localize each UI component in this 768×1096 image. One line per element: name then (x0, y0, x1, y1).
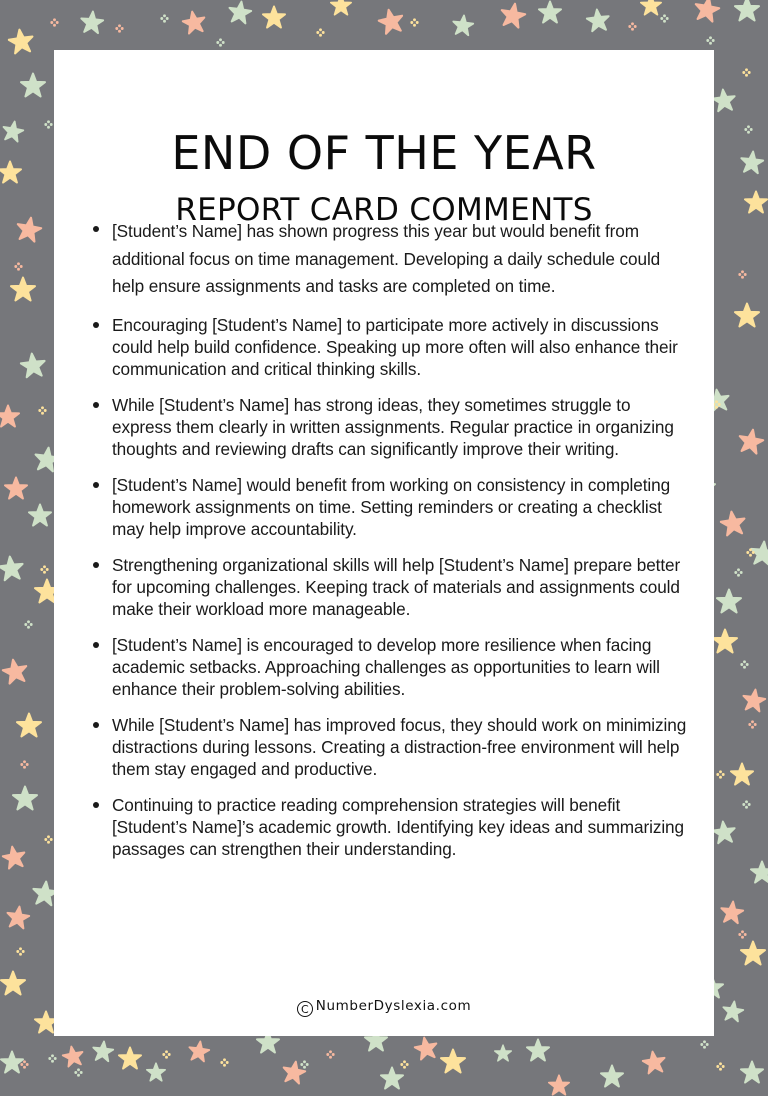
star-icon (640, 0, 662, 16)
star-icon (0, 970, 26, 996)
star-icon (740, 1060, 764, 1084)
star-icon (330, 0, 352, 16)
star-icon (451, 13, 475, 37)
star-icon (734, 0, 760, 22)
sparkle-icon (744, 125, 753, 134)
sparkle-icon (326, 1050, 335, 1059)
footer-credit (0, 998, 768, 1017)
sparkle-icon (738, 930, 747, 939)
bullet-icon (93, 722, 99, 728)
sparkle-icon (748, 720, 757, 729)
comment-item (112, 218, 694, 301)
bullet-icon (93, 226, 99, 232)
star-icon (0, 656, 30, 686)
star-icon (739, 149, 765, 175)
star-icon (412, 1034, 440, 1062)
star-icon (538, 0, 562, 24)
sparkle-icon (734, 568, 743, 577)
sparkle-icon (162, 1050, 171, 1059)
star-icon (118, 1046, 142, 1070)
star-icon (12, 785, 38, 811)
comment-item (112, 474, 694, 540)
star-icon (712, 628, 738, 654)
sparkle-icon (16, 947, 25, 956)
bullet-icon (93, 322, 99, 328)
star-icon (640, 1048, 667, 1075)
sparkle-icon (716, 1062, 725, 1071)
bullet-icon (93, 482, 99, 488)
star-icon (734, 302, 760, 328)
sparkle-icon (40, 565, 49, 574)
star-icon (0, 118, 25, 143)
sparkle-icon (700, 1040, 709, 1049)
star-icon (494, 1044, 512, 1062)
star-icon (91, 1039, 115, 1063)
star-icon (0, 554, 25, 583)
comments-list (112, 218, 694, 860)
comment-item (112, 634, 694, 700)
sparkle-icon (44, 835, 53, 844)
star-icon (380, 1066, 404, 1090)
comment-item (112, 554, 694, 620)
star-icon (14, 214, 44, 244)
sparkle-icon (115, 24, 124, 33)
star-icon (28, 503, 52, 527)
star-icon (716, 588, 742, 614)
comment-text: Continuing to practice reading comprehension strategies will benefit [Student’s Name]’s academic growth. Identifying key ideas and summarizing passages can strengthen their understanding. (112, 794, 684, 859)
sparkle-icon (44, 120, 53, 129)
comment-item (112, 314, 694, 380)
star-icon (526, 1038, 550, 1062)
star-icon (10, 276, 36, 302)
sparkle-icon (216, 38, 225, 47)
comment-text: [Student’s Name] would benefit from working on consistency in completing homework assignments on time. Setting reminders or creating a checklist may help improve accountability. (112, 474, 671, 539)
sparkle-icon (48, 1054, 57, 1063)
sparkle-icon (220, 1058, 229, 1067)
bullet-icon (93, 402, 99, 408)
star-icon (0, 160, 22, 184)
star-icon (60, 1043, 85, 1068)
star-icon (20, 72, 46, 98)
sparkle-icon (24, 620, 33, 629)
comment-text: While [Student’s Name] has improved focus, they should work on minimizing distractions during lessons. Creating a distraction-free environment will help them stay engaged and productive. (112, 714, 687, 779)
sparkle-icon (38, 406, 47, 415)
star-icon (187, 1039, 212, 1064)
star-icon (0, 404, 20, 428)
star-icon (585, 7, 611, 33)
star-icon (4, 903, 31, 930)
star-icon (498, 0, 528, 30)
star-icon (600, 1064, 624, 1088)
bullet-icon (93, 562, 99, 568)
star-icon (6, 26, 35, 55)
footer-site: NumberDyslexia.com (315, 998, 472, 1014)
star-icon (740, 686, 767, 713)
star-icon (750, 860, 768, 884)
star-icon (711, 819, 737, 845)
star-icon (719, 899, 745, 925)
star-icon (692, 0, 722, 24)
star-icon (16, 712, 42, 738)
comment-item (112, 714, 694, 780)
sparkle-icon (160, 14, 169, 23)
comment-text: [Student’s Name] is encouraged to develop more resilience when facing academic setbacks. Approaching challenges as opportunities to learn will enhance their problem-solving abilities. (112, 634, 660, 699)
sparkle-icon (738, 270, 747, 279)
star-icon (19, 351, 48, 380)
sparkle-icon (742, 800, 751, 809)
star-icon (0, 843, 28, 871)
star-icon (180, 8, 208, 36)
star-icon (718, 508, 747, 537)
comment-text: Encouraging [Student’s Name] to participate more actively in discussions could help build confidence. Speaking up more often will also enhance their communication and critical thinking skills. (112, 314, 678, 379)
comment-text: [Student’s Name] has shown progress this year but would benefit from additional focus on time management. Developing a daily schedule could help ensure assignments and tasks are completed on time. (112, 221, 661, 296)
star-icon (226, 0, 253, 26)
copyright-icon: C (297, 1001, 313, 1017)
star-icon (730, 762, 754, 786)
star-icon (262, 5, 286, 29)
star-icon (744, 190, 768, 214)
comment-text: While [Student’s Name] has strong ideas, they sometimes struggle to express them clearly in written assignments. Regular practice in organizing thoughts and reviewing drafts can significantly improve their writing. (112, 394, 674, 459)
star-icon (4, 476, 28, 500)
comment-item (112, 794, 694, 860)
sparkle-icon (316, 28, 325, 37)
star-icon (440, 1048, 466, 1074)
sparkle-icon (400, 1060, 409, 1069)
sparkle-icon (14, 262, 23, 271)
star-icon (376, 6, 407, 37)
comment-item (112, 394, 694, 460)
sparkle-icon (740, 660, 749, 669)
star-icon (146, 1062, 166, 1082)
bullet-icon (93, 642, 99, 648)
sparkle-icon (742, 68, 751, 77)
star-icon (711, 87, 737, 113)
sparkle-icon (50, 18, 59, 27)
sparkle-icon (716, 770, 725, 779)
star-icon (740, 940, 766, 966)
sparkle-icon (706, 36, 715, 45)
sparkle-icon (410, 18, 419, 27)
page-title: END OF THE YEAR (171, 126, 597, 180)
sparkle-icon (628, 22, 637, 31)
sparkle-icon (746, 548, 755, 557)
sparkle-icon (20, 1060, 29, 1069)
sparkle-icon (20, 760, 29, 769)
star-icon (548, 1074, 570, 1096)
sparkle-icon (660, 14, 669, 23)
page-subtitle: REPORT CARD COMMENTS (175, 192, 593, 228)
bullet-icon (93, 802, 99, 808)
star-icon (79, 9, 105, 35)
sparkle-icon (300, 1060, 309, 1069)
sparkle-icon (74, 1068, 83, 1077)
comment-text: Strengthening organizational skills will help [Student’s Name] prepare better for upcoming challenges. Keeping track of materials and assignments could make their workload more manageable. (112, 554, 681, 619)
star-icon (736, 426, 766, 456)
